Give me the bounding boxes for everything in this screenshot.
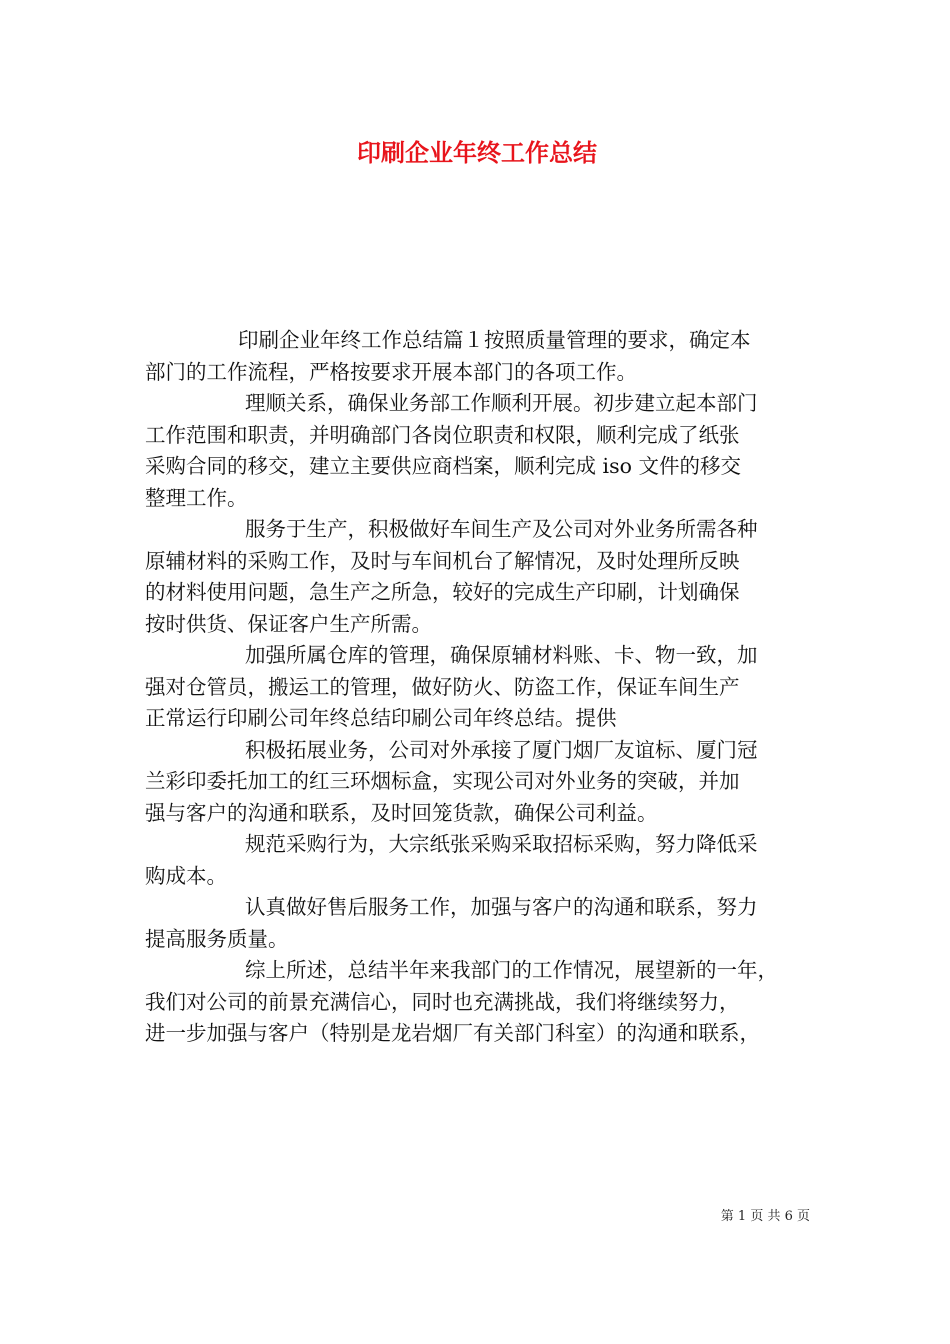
text-line: 理顺关系，确保业务部工作顺利开展。初步建立起本部门 <box>245 391 758 415</box>
text-line: 认真做好售后服务工作，加强与客户的沟通和联系，努力 <box>245 895 758 919</box>
text-line: 提高服务质量。 <box>145 926 289 951</box>
text-line: 加强所属仓库的管理，确保原辅材料账、卡、物一致，加 <box>245 643 758 667</box>
text-line: 服务于生产，积极做好车间生产及公司对外业务所需各种 <box>245 517 758 541</box>
text-line: 进一步加强与客户（特别是龙岩烟厂有关部门科室）的沟通和联系， <box>145 1021 760 1045</box>
text-line: 规范采购行为，大宗纸张采购采取招标采购，努力降低采 <box>245 832 758 856</box>
paragraph <box>145 388 810 514</box>
text-line: 工作范围和职责，并明确部门各岗位职责和权限，顺利完成了纸张 <box>145 422 740 447</box>
document-title: 印刷企业年终工作总结 <box>357 139 597 167</box>
paragraph <box>145 892 810 955</box>
paragraph <box>145 325 810 388</box>
page-number-footer: 第 1 页 共 6 页 <box>720 1209 810 1224</box>
text-line: 按时供货、保证客户生产所需。 <box>145 611 432 636</box>
paragraph <box>145 829 810 892</box>
text-line: 的材料使用问题，急生产之所急，较好的完成生产印刷，计划确保 <box>145 580 740 604</box>
text-line: 综上所述，总结半年来我部门的工作情况，展望新的一年， <box>245 958 778 982</box>
text-line: 原辅材料的采购工作，及时与车间机台了解情况，及时处理所反映 <box>145 548 740 573</box>
text-line: 兰彩印委托加工的红三环烟标盒，实现公司对外业务的突破，并加 <box>145 769 740 793</box>
document-body <box>145 325 810 1050</box>
text-line: 我们对公司的前景充满信心，同时也充满挑战，我们将继续努力， <box>145 989 740 1014</box>
paragraph <box>145 514 810 640</box>
text-line: 正常运行印刷公司年终总结印刷公司年终总结。提供 <box>145 706 617 730</box>
text-line: 购成本。 <box>145 863 227 888</box>
text-line: 整理工作。 <box>145 485 248 510</box>
text-line: 强对仓管员，搬运工的管理，做好防火、防盗工作，保证车间生产 <box>145 674 740 699</box>
text-line: 印刷企业年终工作总结篇１按照质量管理的要求，确定本 <box>238 328 751 352</box>
paragraph <box>145 640 810 735</box>
text-line: 强与客户的沟通和联系，及时回笼货款，确保公司利益。 <box>145 800 658 825</box>
paragraph <box>145 955 810 1050</box>
text-line: 部门的工作流程，严格按要求开展本部门的各项工作。 <box>145 359 637 384</box>
text-line: 积极拓展业务，公司对外承接了厦门烟厂友谊标、厦门冠 <box>245 737 758 762</box>
paragraph <box>145 735 810 830</box>
text-line: 采购合同的移交，建立主要供应商档案，顺利完成 iso 文件的移交 <box>145 454 741 478</box>
